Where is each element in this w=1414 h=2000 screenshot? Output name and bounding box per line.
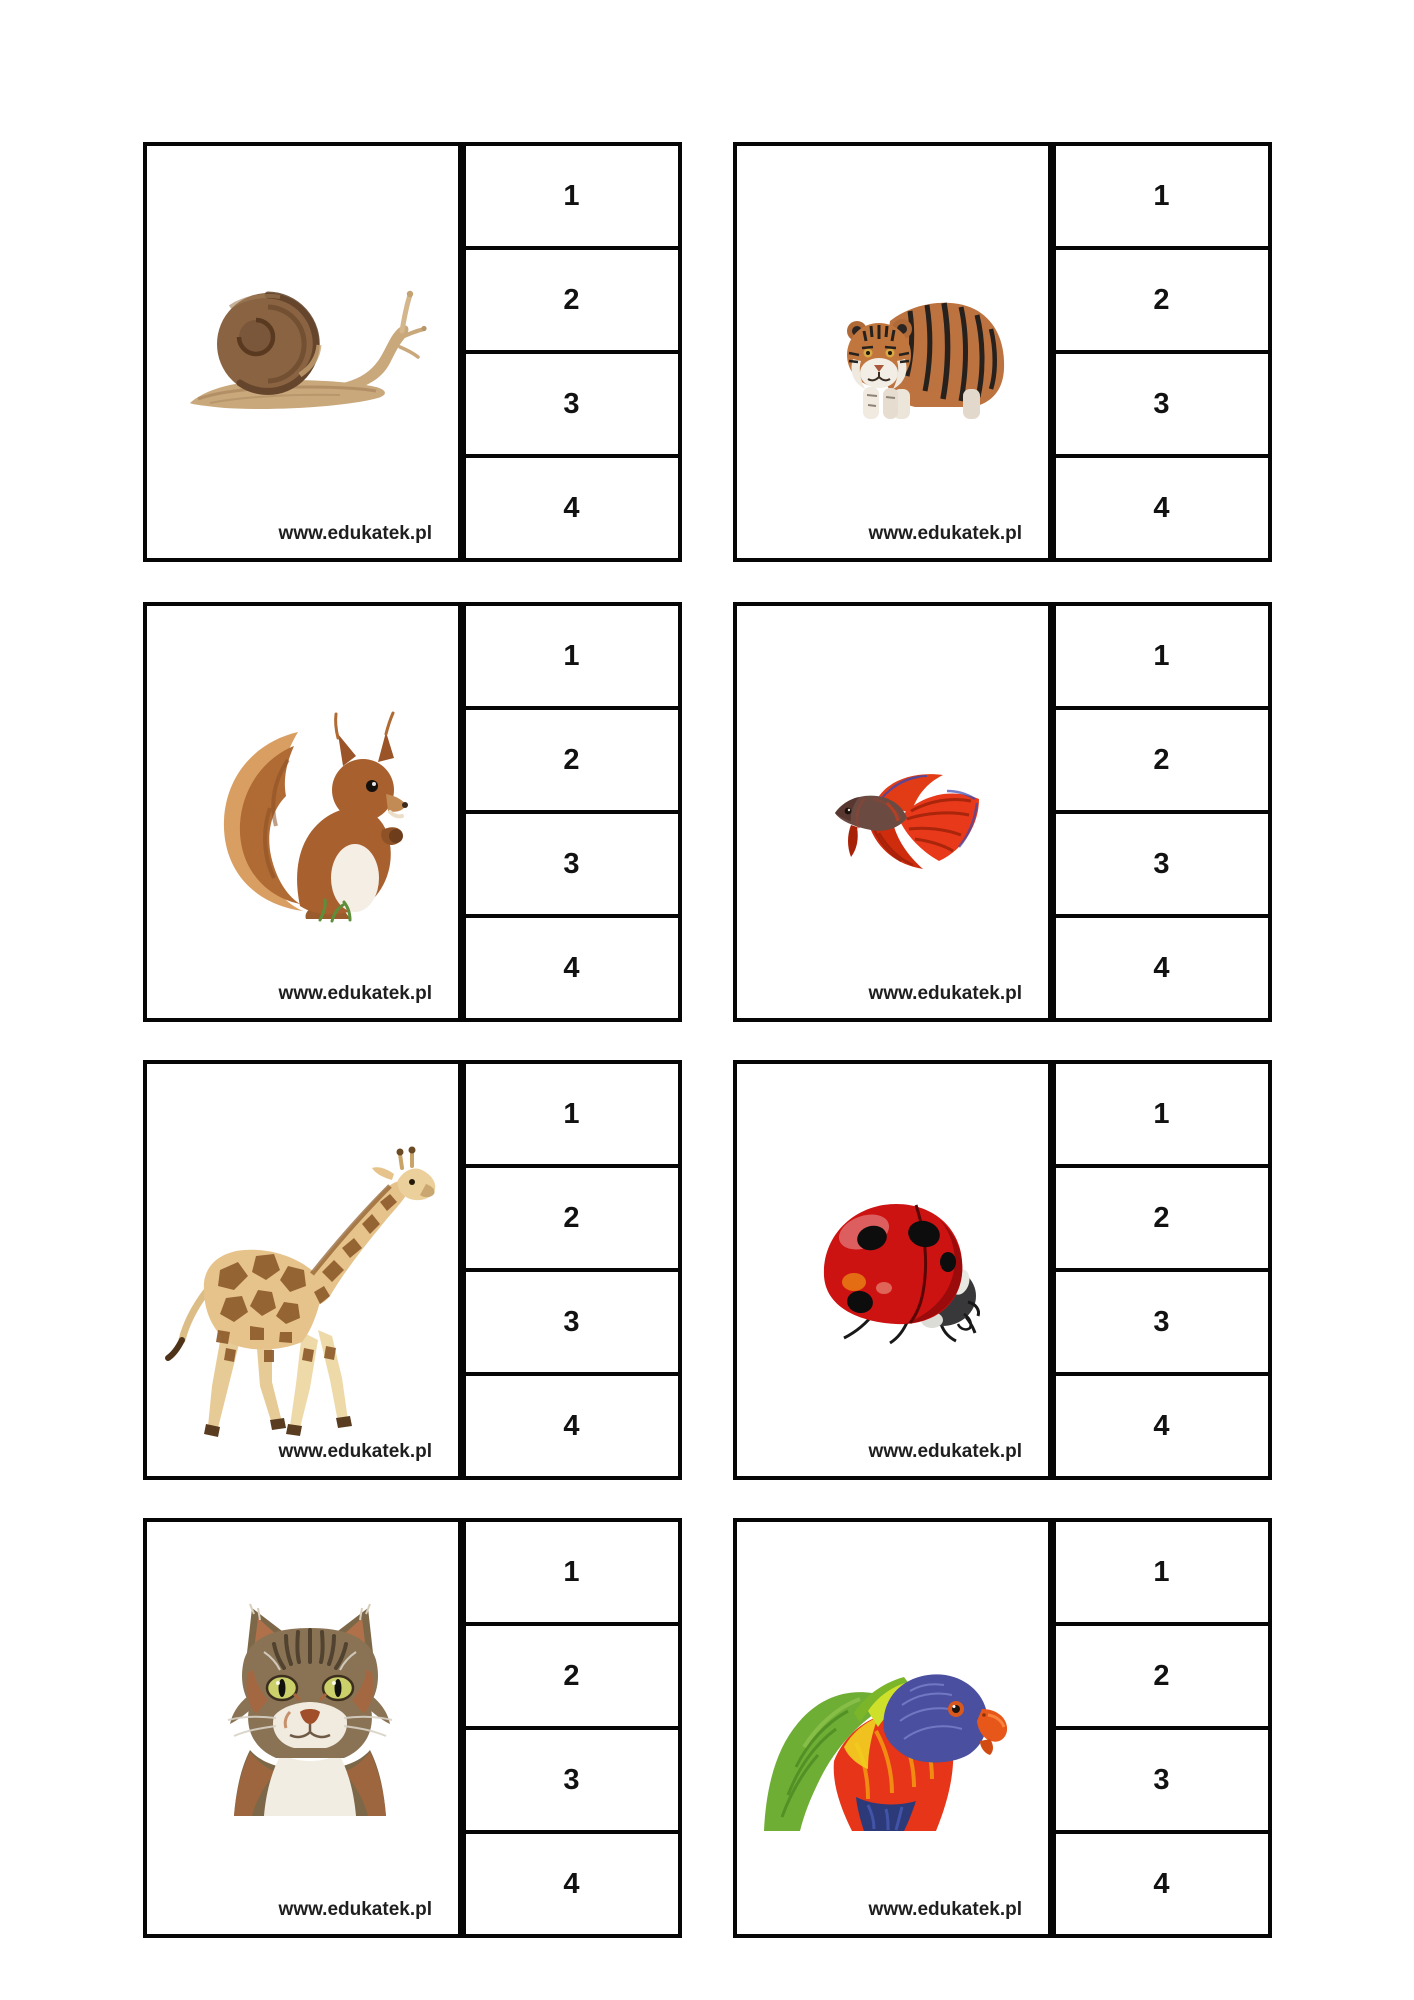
giraffe-image — [160, 1140, 440, 1445]
number-cell-1: 1 — [462, 142, 682, 250]
number-cell-4: 4 — [1052, 1372, 1272, 1480]
number-column — [462, 142, 682, 562]
card-giraffe — [143, 1060, 682, 1480]
number-cell-4: 4 — [1052, 914, 1272, 1022]
number-cell-1: 1 — [462, 602, 682, 710]
card-betta-fish — [733, 602, 1272, 1022]
betta-fish-photo-frame — [733, 602, 1052, 1022]
watermark-text: www.edukatek.pl — [868, 523, 1022, 544]
betta-fish-image — [827, 767, 987, 873]
number-cell-1: 1 — [1052, 1518, 1272, 1626]
number-cell-4: 4 — [462, 1830, 682, 1938]
number-cell-1: 1 — [462, 1060, 682, 1168]
watermark-text: www.edukatek.pl — [278, 1441, 432, 1462]
cat-image — [220, 1600, 400, 1817]
number-cell-4: 4 — [462, 1372, 682, 1480]
ladybug-image — [820, 1190, 985, 1345]
number-cell-2: 2 — [1052, 706, 1272, 814]
number-column — [1052, 1518, 1272, 1938]
ladybug-photo-frame — [733, 1060, 1052, 1480]
cat-photo-frame — [143, 1518, 462, 1938]
giraffe-photo-frame — [143, 1060, 462, 1480]
number-cell-4: 4 — [462, 914, 682, 1022]
number-cell-3: 3 — [1052, 1268, 1272, 1376]
number-cell-3: 3 — [462, 350, 682, 458]
number-cell-1: 1 — [1052, 1060, 1272, 1168]
number-cell-4: 4 — [462, 454, 682, 562]
number-cell-2: 2 — [462, 706, 682, 814]
number-cell-1: 1 — [462, 1518, 682, 1626]
parrot-image — [760, 1647, 1010, 1831]
number-cell-1: 1 — [1052, 602, 1272, 710]
number-column — [462, 602, 682, 1022]
number-cell-4: 4 — [1052, 1830, 1272, 1938]
number-column — [1052, 1060, 1272, 1480]
tiger-image — [835, 281, 1010, 421]
number-column — [1052, 142, 1272, 562]
tiger-photo-frame — [733, 142, 1052, 562]
number-column — [462, 1518, 682, 1938]
watermark-text: www.edukatek.pl — [278, 1899, 432, 1920]
watermark-text: www.edukatek.pl — [868, 983, 1022, 1004]
watermark-text: www.edukatek.pl — [278, 523, 432, 544]
card-squirrel — [143, 602, 682, 1022]
watermark-text: www.edukatek.pl — [868, 1899, 1022, 1920]
parrot-photo-frame — [733, 1518, 1052, 1938]
card-snail — [143, 142, 682, 562]
number-cell-3: 3 — [462, 810, 682, 918]
watermark-text: www.edukatek.pl — [868, 1441, 1022, 1462]
number-column — [1052, 602, 1272, 1022]
number-cell-4: 4 — [1052, 454, 1272, 562]
card-parrot — [733, 1518, 1272, 1938]
snail-photo-frame — [143, 142, 462, 562]
snail-image — [180, 287, 430, 417]
number-cell-2: 2 — [462, 1164, 682, 1272]
number-cell-3: 3 — [1052, 1726, 1272, 1834]
number-cell-3: 3 — [462, 1726, 682, 1834]
number-cell-2: 2 — [1052, 246, 1272, 354]
number-cell-3: 3 — [462, 1268, 682, 1376]
number-cell-2: 2 — [462, 1622, 682, 1730]
card-ladybug — [733, 1060, 1272, 1480]
number-cell-3: 3 — [1052, 810, 1272, 918]
number-cell-3: 3 — [1052, 350, 1272, 458]
card-tiger — [733, 142, 1272, 562]
squirrel-image — [200, 708, 417, 927]
squirrel-photo-frame — [143, 602, 462, 1022]
number-cell-1: 1 — [1052, 142, 1272, 250]
number-cell-2: 2 — [462, 246, 682, 354]
watermark-text: www.edukatek.pl — [278, 983, 432, 1004]
number-cell-2: 2 — [1052, 1622, 1272, 1730]
card-cat — [143, 1518, 682, 1938]
number-column — [462, 1060, 682, 1480]
number-cell-2: 2 — [1052, 1164, 1272, 1272]
